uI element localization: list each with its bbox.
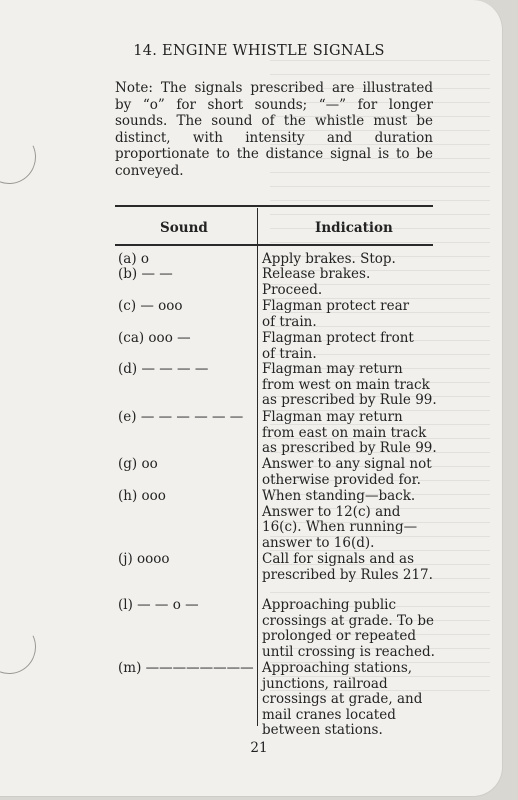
indication-line: crossings at grade, and [262,691,423,708]
indication-cell [262,267,437,298]
indication-line: until crossing is reached. [262,643,435,660]
indication-cell [262,299,437,330]
indication-line: prolonged or repeated [262,628,416,645]
indication-line: Call for signals and as [262,551,414,567]
indication-line: Answer to 12(c) and [262,503,401,520]
indication-line: of train. [262,345,317,362]
indication-line: crossings at grade. To be [262,612,434,629]
sound-cell: (j) oooo [118,551,170,567]
indication-line: Proceed. [262,281,323,298]
sound-cell: (h) ooo [118,488,166,504]
header-sound: Sound [160,220,208,236]
indication-line: Release brakes. [262,266,371,282]
sound-cell: (e) — — — — — — [118,409,244,425]
indication-line: Approaching stations, [262,660,413,676]
binder-hole-bottom [0,612,44,681]
indication-cell [262,457,437,488]
indication-cell [262,331,437,362]
indication-line: Flagman protect rear [262,298,410,314]
indication-line: mail cranes located [262,706,396,723]
header-indication: Indication [315,220,393,236]
indication-line: as prescribed by Rule 99. [262,440,437,457]
header-bottom-rule [115,244,433,246]
sound-cell: (m) ———————— [118,660,254,676]
indication-line: Approaching public [262,597,397,613]
indication-line: Flagman protect front [262,330,414,346]
indication-line: of train. [262,313,317,330]
indication-line: from west on main track [262,376,430,393]
page-number: 21 [250,740,268,756]
indication-line: answer to 16(d). [262,534,375,551]
sound-cell: (ca) ooo — [118,330,191,346]
indication-cell [262,489,437,551]
indication-line: between stations. [262,722,383,739]
indication-line: Flagman may return [262,361,403,377]
sound-cell: (c) — ooo [118,298,183,314]
indication-line: When standing—back. [262,488,416,504]
section-title: 14. ENGINE WHISTLE SIGNALS [133,43,385,59]
sound-cell: (l) — — o — [118,597,199,613]
indication-line: 16(c). When running— [262,519,418,536]
sound-cell: (b) — — [118,266,173,282]
binder-hole-top [0,122,44,191]
indication-line: Answer to any signal not [262,456,432,472]
indication-line: Apply brakes. Stop. [262,251,396,267]
sound-cell: (a) o [118,251,150,267]
indication-line: otherwise provided for. [262,471,421,488]
indication-cell [262,661,437,739]
indication-cell [262,410,437,457]
table-top-rule [115,205,433,207]
sound-cell: (d) — — — — [118,361,209,377]
sound-cell: (g) oo [118,456,158,472]
indication-cell [262,552,437,583]
indication-line: junctions, railroad [262,675,388,692]
column-divider [257,208,258,726]
indication-line: from east on main track [262,424,427,441]
indication-line: prescribed by Rules 217. [262,566,433,583]
indication-line: Flagman may return [262,409,403,425]
note-paragraph: Note: The signals prescribed are illustrated by “o” for short sounds; “—” for longer sounds. The sound of the whistle must be distinct, with intensity and duration proportionate to the distance signal is to be conveyed. [115,80,433,179]
indication-cell [262,598,437,660]
indication-line: as prescribed by Rule 99. [262,392,437,409]
indication-cell [262,362,437,409]
